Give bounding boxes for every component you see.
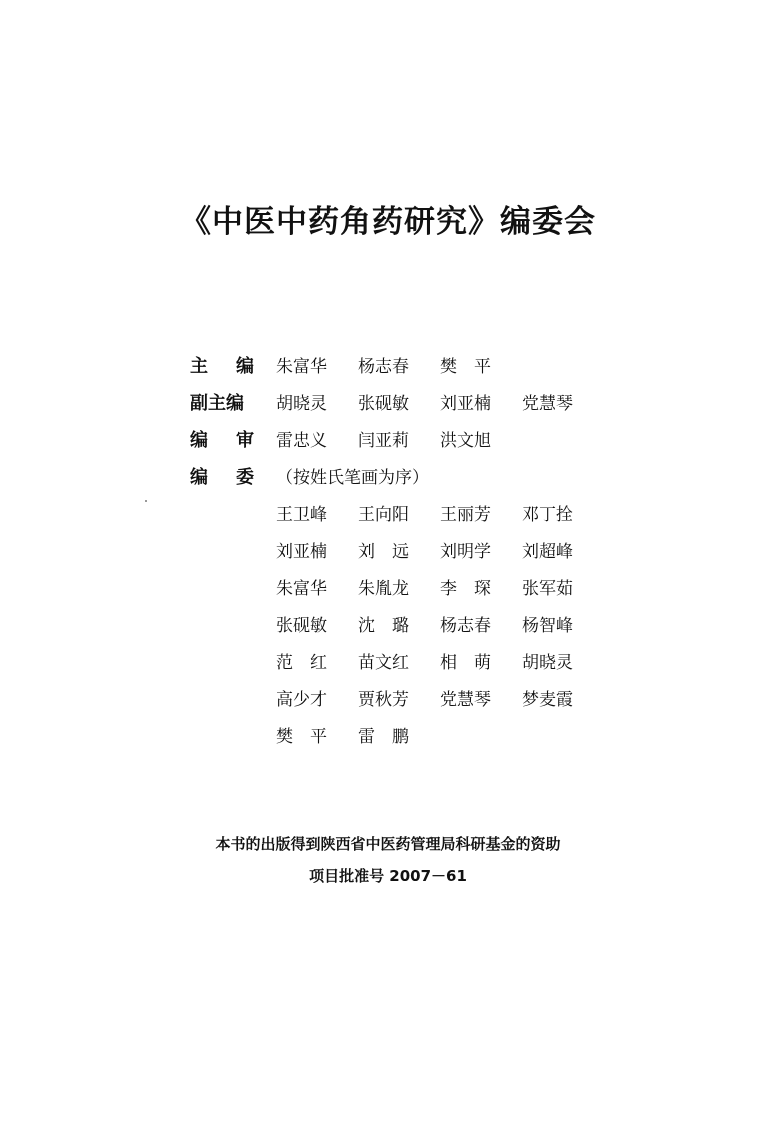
page-title: 《中医中药角药研究》编委会 — [180, 204, 596, 240]
person-name: 张军茹 — [522, 579, 573, 599]
chief-editor-row — [190, 347, 610, 382]
person-name: 闫亚莉 — [358, 431, 409, 451]
role-char: 主 — [190, 355, 208, 377]
person-name: 邓丁拴 — [522, 505, 573, 525]
person-name: 刘亚楠 — [276, 542, 327, 562]
person-name: 樊 平 — [440, 357, 491, 377]
role-label-chief-editor — [190, 352, 276, 378]
person-name: 刘明学 — [440, 542, 491, 562]
person-name: 雷忠义 — [276, 431, 327, 451]
person-name: 相 萌 — [440, 653, 491, 673]
person-name: 胡晓灵 — [276, 394, 327, 414]
person-name: 刘亚楠 — [440, 394, 491, 414]
person-name: 范 红 — [276, 653, 327, 673]
person-name: 胡晓灵 — [522, 653, 573, 673]
person-name: 王丽芳 — [440, 505, 491, 525]
role-label-members — [190, 463, 276, 489]
person-name: 樊 平 — [276, 727, 327, 747]
chief-editor-names — [276, 352, 522, 377]
member-list-row — [190, 643, 610, 678]
role-char: 审 — [236, 429, 254, 451]
ordering-note: （按姓氏笔画为序） — [276, 468, 429, 488]
person-name: 贾秋芳 — [358, 690, 409, 710]
role-label-deputy-editor: 副主编 — [190, 392, 244, 414]
funding-line: 本书的出版得到陕西省中医药管理局科研基金的资助 — [215, 835, 561, 853]
person-name: 李 琛 — [440, 579, 491, 599]
funding-note — [0, 828, 776, 892]
person-name: 张砚敏 — [358, 394, 409, 414]
role-char: 委 — [236, 466, 254, 488]
reviewer-row — [190, 421, 610, 456]
members-row — [190, 458, 610, 493]
member-list-row — [190, 495, 610, 530]
person-name: 苗文红 — [358, 653, 409, 673]
member-list-row — [190, 532, 610, 567]
person-name: 雷 鹏 — [358, 727, 409, 747]
person-name: 杨智峰 — [522, 616, 573, 636]
member-list-row — [190, 717, 610, 752]
person-name: 高少才 — [276, 690, 327, 710]
person-name: 杨志春 — [440, 616, 491, 636]
member-list-row — [190, 569, 610, 604]
role-label-reviewer — [190, 426, 276, 452]
role-char: 编 — [190, 466, 208, 488]
person-name: 沈 璐 — [358, 616, 409, 636]
person-name: 王卫峰 — [276, 505, 327, 525]
deputy-editor-row — [190, 384, 610, 419]
person-name: 洪文旭 — [440, 431, 491, 451]
role-char: 编 — [190, 429, 208, 451]
reviewer-names — [276, 426, 522, 451]
member-list-row — [190, 606, 610, 641]
person-name: 杨志春 — [358, 357, 409, 377]
person-name: 王向阳 — [358, 505, 409, 525]
person-name: 张砚敏 — [276, 616, 327, 636]
role-char: 编 — [236, 355, 254, 377]
person-name: 党慧琴 — [440, 690, 491, 710]
person-name: 梦麦霞 — [522, 690, 573, 710]
editorial-committee-list — [190, 347, 610, 754]
scan-speck — [145, 500, 147, 502]
person-name: 朱富华 — [276, 579, 327, 599]
person-name: 朱胤龙 — [358, 579, 409, 599]
person-name: 党慧琴 — [522, 394, 573, 414]
person-name: 朱富华 — [276, 357, 327, 377]
person-name: 刘 远 — [358, 542, 409, 562]
project-number-line: 项目批准号 2007－61 — [309, 867, 467, 885]
deputy-editor-names — [276, 389, 604, 414]
person-name: 刘超峰 — [522, 542, 573, 562]
member-list-row — [190, 680, 610, 715]
